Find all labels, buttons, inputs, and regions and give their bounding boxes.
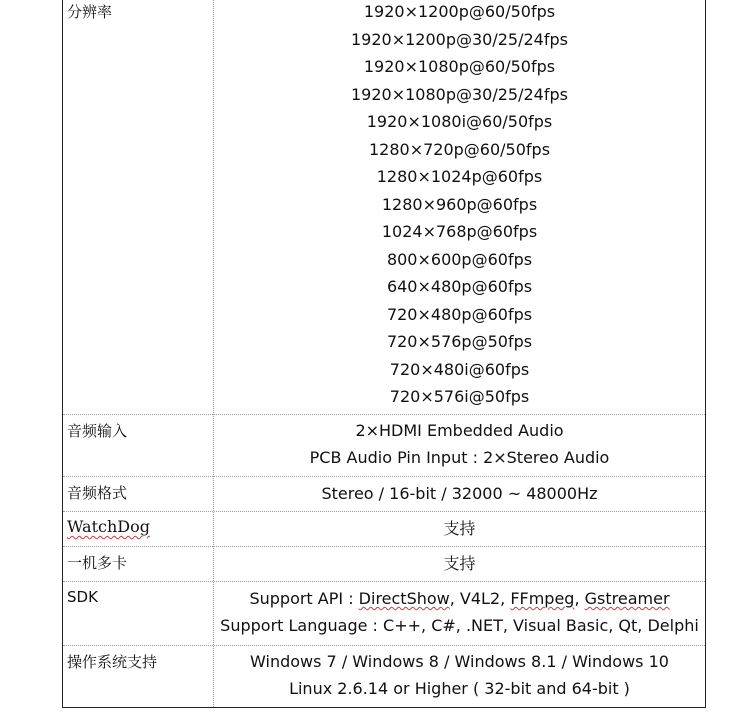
row-os-support — [63, 645, 705, 708]
resolution-item: 1920×1080i@60/50fps — [366, 112, 553, 131]
label-sdk: SDK — [67, 588, 98, 606]
row-resolution — [63, 0, 705, 414]
row-audio-input — [63, 414, 705, 476]
resolution-item: 720×576p@50fps — [386, 332, 533, 351]
api-v4l2: V4L2 — [459, 589, 501, 608]
label-os-support: 操作系统支持 — [67, 653, 158, 671]
row-sdk — [63, 581, 705, 645]
multi-card-value — [214, 550, 705, 577]
label-watchdog: WatchDog — [67, 517, 150, 536]
api-gstreamer: Gstreamer — [584, 589, 670, 608]
watchdog-value — [214, 515, 705, 542]
resolution-item: 1920×1080p@30/25/24fps — [351, 84, 568, 104]
resolution-item: 1280×1024p@60fps — [376, 167, 543, 186]
audio-format-value — [214, 480, 705, 507]
resolution-item: 1920×1200p@30/25/24fps — [351, 29, 568, 49]
api-prefix: Support API : — [249, 589, 359, 608]
label-watchdog-wrap — [67, 518, 150, 536]
resolution-list — [214, 0, 705, 411]
value-line: 支持 — [443, 519, 476, 538]
resolution-item: 1280×720p@60/50fps — [368, 139, 551, 159]
value-line: Linux 2.6.14 or Higher ( 32-bit and 64-bit ) — [289, 679, 630, 699]
row-audio-format — [63, 476, 705, 511]
api-sep: , — [574, 589, 585, 608]
os-support-values — [214, 648, 705, 703]
api-sep: , — [449, 589, 460, 608]
sdk-values — [214, 585, 705, 640]
audio-input-values — [214, 417, 705, 472]
value-line: Stereo / 16-bit / 32000 ~ 48000Hz — [321, 484, 598, 503]
resolution-item: 800×600p@60fps — [386, 249, 533, 269]
resolution-item: 1920×1080p@60/50fps — [363, 57, 556, 76]
label-audio-input: 音频输入 — [67, 422, 128, 440]
resolution-item: 1920×1200p@60/50fps — [363, 2, 556, 21]
resolution-item: 720×480i@60fps — [389, 359, 530, 379]
sdk-api-line — [214, 585, 705, 612]
row-multi-card — [63, 546, 705, 581]
label-audio-format: 音频格式 — [67, 484, 128, 502]
row-watchdog — [63, 511, 705, 546]
value-line: PCB Audio Pin Input : 2×Stereo Audio — [309, 448, 610, 468]
api-ffmpeg: FFmpeg — [510, 589, 575, 608]
label-resolution: 分辨率 — [67, 3, 113, 21]
api-sep: , — [500, 589, 511, 608]
resolution-item: 720×576i@50fps — [389, 387, 530, 406]
label-multi-card: 一机多卡 — [67, 554, 128, 572]
value-line: Windows 7 / Windows 8 / Windows 8.1 / Windows 10 — [250, 652, 669, 671]
resolution-item: 1024×768p@60fps — [381, 222, 538, 241]
value-line: 支持 — [443, 554, 476, 573]
api-directshow: DirectShow — [358, 589, 450, 608]
sdk-language-line: Support Language : C++, C#, .NET, Visual Basic, Qt, Delphi — [220, 616, 699, 636]
resolution-item: 1280×960p@60fps — [381, 194, 538, 214]
spec-table — [62, 0, 706, 708]
value-line: 2×HDMI Embedded Audio — [355, 421, 564, 440]
resolution-item: 720×480p@60fps — [386, 304, 533, 324]
resolution-item: 640×480p@60fps — [386, 277, 533, 296]
